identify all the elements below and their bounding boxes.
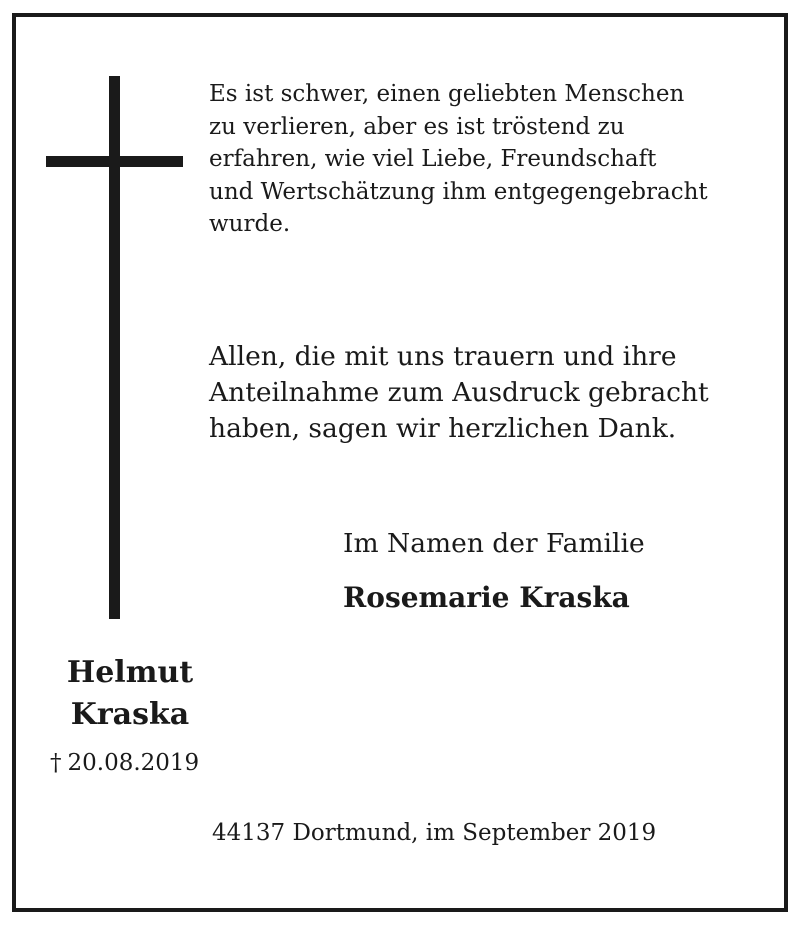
thanks-line: Anteilnahme zum Ausdruck gebracht: [209, 377, 709, 408]
verse-line: wurde.: [209, 211, 291, 237]
verse-line: erfahren, wie viel Liebe, Freundschaft: [209, 146, 657, 172]
dagger-icon: †: [50, 750, 62, 776]
family-intro: Im Namen der Familie: [343, 528, 645, 559]
condolence-verse: [209, 78, 708, 241]
thanks-message: [209, 339, 709, 447]
deceased-last-name: Kraska: [70, 697, 190, 732]
verse-line: und Wertschätzung ihm entgegengebracht: [209, 178, 708, 205]
deceased-first-name: Helmut: [66, 655, 194, 690]
family-signatory-name: Rosemarie Kraska: [343, 581, 630, 614]
verse-line: Es ist schwer, einen geliebten Menschen: [209, 81, 685, 107]
cross-horizontal-beam: [46, 156, 183, 167]
death-date: 20.08.2019: [67, 750, 200, 776]
verse-line: zu verlieren, aber es ist tröstend zu: [209, 113, 625, 140]
place-and-date: 44137 Dortmund, im September 2019: [212, 820, 657, 846]
death-date-line: [50, 748, 199, 778]
thanks-line: haben, sagen wir herzlichen Dank.: [209, 413, 677, 444]
thanks-line: Allen, die mit uns trauern und ihre: [209, 341, 677, 372]
